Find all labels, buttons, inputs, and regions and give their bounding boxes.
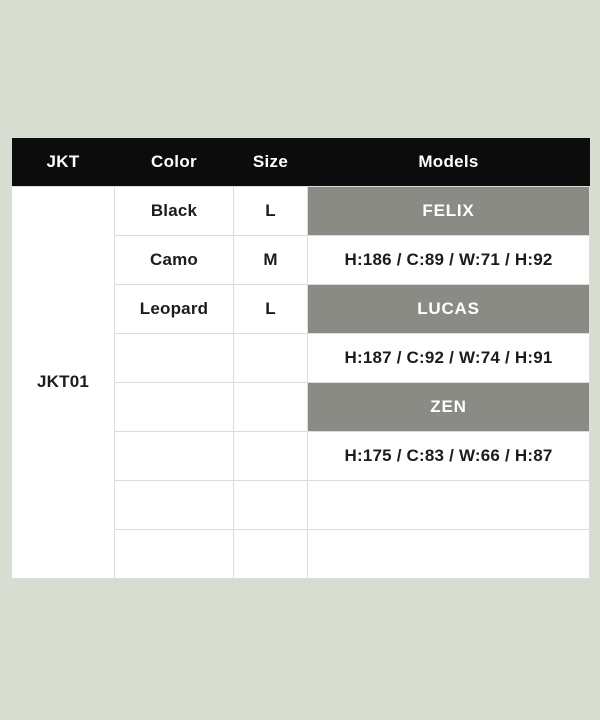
color-cell [115, 382, 234, 431]
header-cell-models: Models [308, 138, 590, 186]
size-cell: L [234, 284, 308, 333]
header-cell-size: Size [234, 138, 308, 186]
header-cell-jkt: JKT [12, 138, 115, 186]
measurements-cell: H:175 / C:83 / W:66 / H:87 [308, 431, 590, 480]
model-name-cell: LUCAS [308, 284, 590, 333]
size-cell [234, 480, 308, 529]
empty-models-cell [308, 480, 590, 529]
model-name-cell: ZEN [308, 382, 590, 431]
measurements-cell: H:186 / C:89 / W:71 / H:92 [308, 235, 590, 284]
empty-models-cell [308, 529, 590, 578]
color-cell [115, 480, 234, 529]
color-cell: Leopard [115, 284, 234, 333]
table-row [12, 186, 590, 235]
color-cell [115, 333, 234, 382]
table-header-row [12, 138, 590, 186]
jkt-code-cell: JKT01 [12, 186, 115, 578]
size-cell [234, 333, 308, 382]
size-chart-table [11, 138, 590, 579]
size-cell: M [234, 235, 308, 284]
color-cell [115, 529, 234, 578]
model-name-cell: FELIX [308, 186, 590, 235]
header-cell-color: Color [115, 138, 234, 186]
size-cell [234, 382, 308, 431]
measurements-cell: H:187 / C:92 / W:74 / H:91 [308, 333, 590, 382]
size-cell: L [234, 186, 308, 235]
size-cell [234, 431, 308, 480]
color-cell: Black [115, 186, 234, 235]
size-cell [234, 529, 308, 578]
color-cell: Camo [115, 235, 234, 284]
color-cell [115, 431, 234, 480]
